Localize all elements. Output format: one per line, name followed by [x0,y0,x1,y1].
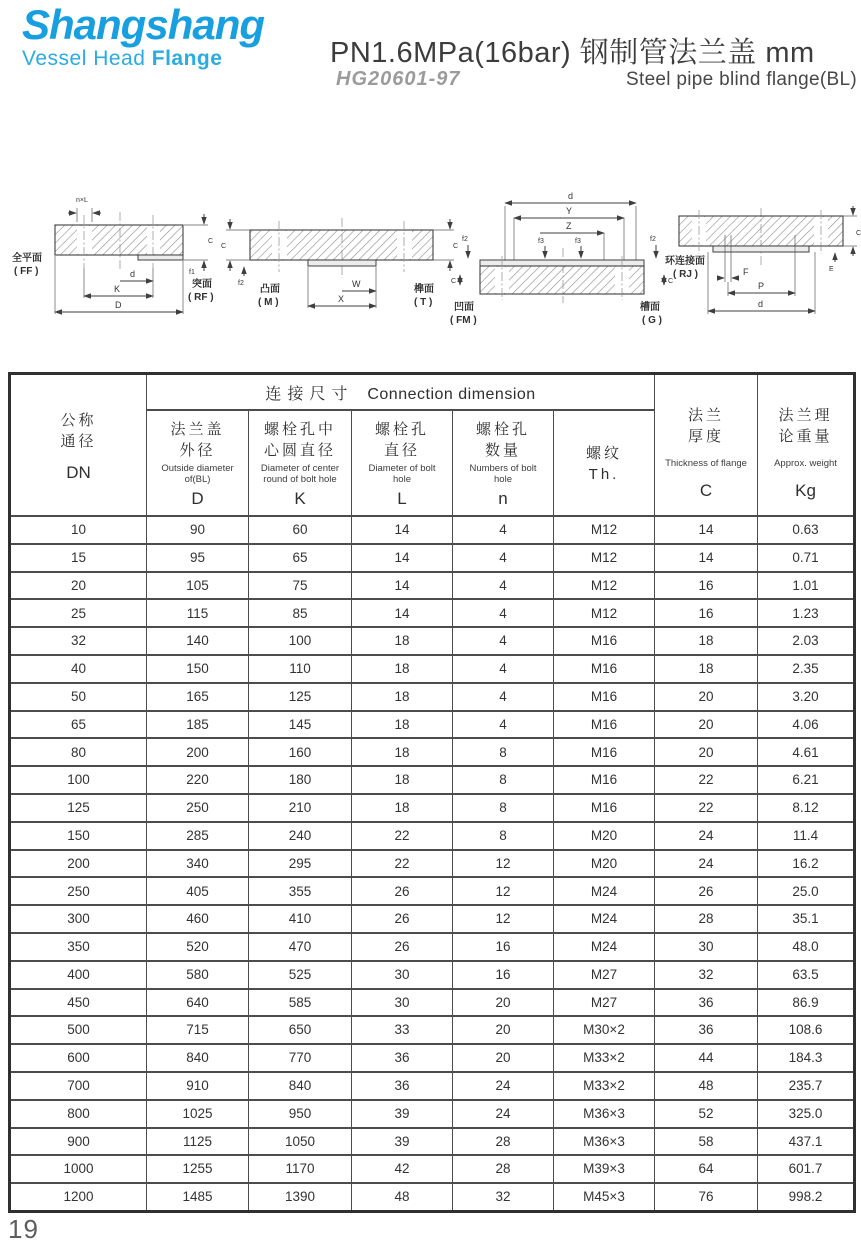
table-cell: M12 [554,572,655,600]
face-label-rj: 环连接面 [665,256,705,267]
table-cell: 50 [10,683,147,711]
table-cell: 1050 [249,1128,352,1156]
table-cell: 18 [352,738,453,766]
table-cell: M45×3 [554,1183,655,1211]
table-cell: 20 [453,1016,554,1044]
table-cell: 8.12 [758,794,855,822]
table-cell: 1255 [147,1155,249,1183]
dim-f: F [743,267,749,277]
page-title: PN1.6MPa(16bar) 钢制管法兰盖 mm [330,37,815,69]
table-cell: 410 [249,905,352,933]
table-cell: M33×2 [554,1044,655,1072]
table-cell: 30 [352,989,453,1017]
page-subtitle-en: Steel pipe blind flange(BL) [626,69,857,90]
table-cell: 105 [147,572,249,600]
table-cell: 90 [147,516,249,544]
table-cell: 32 [453,1183,554,1211]
table-cell: 4 [453,683,554,711]
face-label-rf: 突面 [192,279,212,290]
table-row [10,794,855,822]
table-cell: 86.9 [758,989,855,1017]
flange-spec-table [8,372,856,1213]
brand-name: Shangshang [22,1,265,48]
table-cell: 405 [147,877,249,905]
table-cell: 350 [10,933,147,961]
table-cell: 26 [655,877,758,905]
table-cell: 200 [10,850,147,878]
table-cell: 60 [249,516,352,544]
table-cell: 65 [249,544,352,572]
table-cell: 20 [655,711,758,739]
table-cell: 295 [249,850,352,878]
table-cell: M27 [554,989,655,1017]
table-cell: 48 [352,1183,453,1211]
table-cell: 28 [453,1128,554,1156]
dim-p: P [758,281,765,291]
table-cell: 1.01 [758,572,855,600]
dim-d: d [130,269,136,279]
table-cell: 140 [147,627,249,655]
table-cell: 200 [147,738,249,766]
table-cell: 48.0 [758,933,855,961]
dim-f2-right: f2 [650,236,656,243]
table-cell: 600 [10,1044,147,1072]
table-cell: 20 [655,738,758,766]
table-cell: 770 [249,1044,352,1072]
flange-diagram-fm-g [448,188,676,328]
svg-text:( FM ): ( FM ) [450,315,477,326]
table-cell: 4 [453,516,554,544]
flange-diagram-ff-rf [8,188,230,328]
table-cell: 460 [147,905,249,933]
table-cell: 24 [655,850,758,878]
table-cell: M20 [554,850,655,878]
face-label-m: 凸面 [260,284,280,295]
table-row [10,961,855,989]
table-cell: 500 [10,1016,147,1044]
brand-tagline: Vessel Head Flange [22,47,223,70]
table-cell: M16 [554,794,655,822]
table-row [10,1155,855,1183]
dim-c: C [856,230,861,237]
svg-text:( T ): ( T ) [414,297,433,308]
dim-z: Z [566,221,572,231]
table-cell: 28 [453,1155,554,1183]
dim-nxl: n×L [76,197,88,204]
table-row [10,1072,855,1100]
table-cell: 12 [453,905,554,933]
table-cell: 63.5 [758,961,855,989]
flange-diagram-m-t [218,188,460,328]
table-cell: 4 [453,544,554,572]
table-cell: 355 [249,877,352,905]
table-cell: 22 [352,822,453,850]
dim-f1: f1 [189,269,195,276]
column-header-dn: 公称 通径 DN [10,374,147,517]
table-cell: 1.23 [758,599,855,627]
table-cell: 1485 [147,1183,249,1211]
table-cell: 580 [147,961,249,989]
table-row [10,1016,855,1044]
table-cell: 18 [352,711,453,739]
face-label-g: 槽面 [640,302,660,313]
table-cell: 100 [10,766,147,794]
table-cell: 36 [655,1016,758,1044]
table-row [10,516,855,544]
table-row [10,822,855,850]
table-cell: 950 [249,1100,352,1128]
table-cell: 1170 [249,1155,352,1183]
dim-d: d [568,191,574,201]
table-cell: 24 [453,1072,554,1100]
dim-y: Y [566,206,573,216]
table-row [10,766,855,794]
table-cell: 700 [10,1072,147,1100]
column-header-k: 螺栓孔中 心圆直径 Diameter of center round of bolt hole K [249,410,352,516]
table-cell: M16 [554,766,655,794]
table-cell: 145 [249,711,352,739]
dim-f3-b: f3 [575,238,581,245]
table-cell: 650 [249,1016,352,1044]
flange-face-diagrams [0,188,861,333]
table-cell: M24 [554,933,655,961]
table-cell: 110 [249,655,352,683]
table-cell: 4.61 [758,738,855,766]
table-cell: 25 [10,599,147,627]
table-cell: M24 [554,905,655,933]
table-cell: 18 [655,655,758,683]
table-cell: M36×3 [554,1100,655,1128]
table-cell: 184.3 [758,1044,855,1072]
table-cell: M12 [554,516,655,544]
table-cell: 14 [655,516,758,544]
table-cell: 20 [453,1044,554,1072]
table-cell: 18 [655,627,758,655]
table-cell: 4 [453,655,554,683]
dim-f3-a: f3 [538,238,544,245]
dim-c: C [208,238,214,245]
group-header-connection-dimension: 连接尺寸 Connection dimension [147,374,655,411]
table-cell: 1025 [147,1100,249,1128]
table-cell: 4 [453,599,554,627]
table-cell: 12 [453,850,554,878]
table-cell: 36 [352,1044,453,1072]
table-cell: 14 [352,572,453,600]
table-row [10,989,855,1017]
table-cell: 8 [453,766,554,794]
table-cell: 470 [249,933,352,961]
table-cell: 180 [249,766,352,794]
table-cell: 4 [453,711,554,739]
table-cell: 80 [10,738,147,766]
table-cell: 14 [352,516,453,544]
table-cell: M36×3 [554,1128,655,1156]
face-label-t: 榫面 [414,284,434,295]
table-cell: 18 [352,655,453,683]
table-cell: 16.2 [758,850,855,878]
table-cell: 520 [147,933,249,961]
table-cell: 14 [352,544,453,572]
table-cell: 108.6 [758,1016,855,1044]
table-cell: M27 [554,961,655,989]
table-cell: 76 [655,1183,758,1211]
table-cell: 42 [352,1155,453,1183]
table-cell: 44 [655,1044,758,1072]
table-row [10,1183,855,1211]
dim-d: d [758,299,764,309]
dim-dd: D [115,300,122,310]
column-header-c: 法兰 厚度 Thickness of flange C [655,374,758,517]
table-cell: M16 [554,683,655,711]
table-cell: 30 [655,933,758,961]
table-cell: 840 [249,1072,352,1100]
page-header [0,0,861,130]
table-cell: 0.71 [758,544,855,572]
table-cell: 1390 [249,1183,352,1211]
table-cell: 4.06 [758,711,855,739]
table-cell: M12 [554,599,655,627]
table-cell: 240 [249,822,352,850]
table-cell: 8 [453,822,554,850]
table-cell: 16 [453,961,554,989]
table-cell: 20 [10,572,147,600]
table-cell: 30 [352,961,453,989]
table-cell: 115 [147,599,249,627]
table-cell: 0.63 [758,516,855,544]
table-cell: 22 [352,850,453,878]
table-cell: 32 [655,961,758,989]
table-row [10,1044,855,1072]
table-cell: 20 [655,683,758,711]
table-row [10,850,855,878]
table-cell: 210 [249,794,352,822]
table-cell: 11.4 [758,822,855,850]
standard-number: HG20601-97 [336,68,461,90]
table-cell: 525 [249,961,352,989]
dim-f2: f2 [238,280,244,287]
column-header-n: 螺栓孔 数量 Numbers of bolt hole n [453,410,554,516]
table-cell: 20 [453,989,554,1017]
table-row [10,711,855,739]
table-row [10,877,855,905]
table-cell: 35.1 [758,905,855,933]
flange-diagram-rj [665,188,861,328]
table-cell: 36 [352,1072,453,1100]
table-cell: 14 [655,544,758,572]
table-cell: 8 [453,738,554,766]
table-cell: 100 [249,627,352,655]
table-cell: 33 [352,1016,453,1044]
table-row [10,683,855,711]
dim-c-left: C [451,278,457,285]
table-cell: 6.21 [758,766,855,794]
table-cell: 715 [147,1016,249,1044]
table-cell: 150 [10,822,147,850]
dim-f2-left: f2 [462,236,468,243]
table-cell: 52 [655,1100,758,1128]
table-cell: 3.20 [758,683,855,711]
dim-c-left: C [221,243,227,250]
table-cell: 36 [655,989,758,1017]
table-cell: 800 [10,1100,147,1128]
table-row [10,572,855,600]
table-cell: 840 [147,1044,249,1072]
dim-c-right: C [668,278,674,285]
table-row [10,627,855,655]
table-row [10,1100,855,1128]
table-cell: 1125 [147,1128,249,1156]
table-cell: 1000 [10,1155,147,1183]
column-header-d: 法兰盖 外径 Outside diameter of(BL) D [147,410,249,516]
table-cell: 998.2 [758,1183,855,1211]
column-header-th: 螺纹 Th. [554,410,655,516]
table-body [10,516,855,1211]
table-cell: 18 [352,766,453,794]
table-cell: 300 [10,905,147,933]
table-cell: 10 [10,516,147,544]
svg-text:( RF ): ( RF ) [188,292,214,303]
table-cell: 24 [655,822,758,850]
table-cell: 22 [655,766,758,794]
table-cell: 2.03 [758,627,855,655]
table-row [10,1128,855,1156]
column-header-kg: 法兰理 论重量 Approx. weight Kg [758,374,855,517]
table-cell: 16 [453,933,554,961]
dim-c-right: C [453,243,459,250]
table-row [10,599,855,627]
table-cell: 185 [147,711,249,739]
table-cell: 40 [10,655,147,683]
table-cell: 340 [147,850,249,878]
table-cell: 125 [249,683,352,711]
table-cell: 18 [352,683,453,711]
table-row [10,738,855,766]
table-cell: 235.7 [758,1072,855,1100]
table-cell: M30×2 [554,1016,655,1044]
table-cell: 4 [453,627,554,655]
svg-text:( FF ): ( FF ) [14,266,39,277]
table-cell: 26 [352,933,453,961]
table-cell: 2.35 [758,655,855,683]
table-cell: 16 [655,572,758,600]
table-cell: 640 [147,989,249,1017]
table-cell: 39 [352,1128,453,1156]
dim-e: E [829,266,834,273]
table-cell: 39 [352,1100,453,1128]
table-cell: M16 [554,711,655,739]
dim-x: X [338,294,345,304]
table-cell: 95 [147,544,249,572]
table-cell: M16 [554,738,655,766]
table-cell: 1200 [10,1183,147,1211]
page-number: 19 [8,1214,39,1244]
face-label-ff: 全平面 [12,253,42,264]
column-header-l: 螺栓孔 直径 Diameter of bolt hole L [352,410,453,516]
table-cell: M16 [554,627,655,655]
table-cell: 32 [10,627,147,655]
table-cell: 25.0 [758,877,855,905]
table-cell: 220 [147,766,249,794]
table-cell: M16 [554,655,655,683]
table-cell: M39×3 [554,1155,655,1183]
table-cell: 58 [655,1128,758,1156]
table-cell: M33×2 [554,1072,655,1100]
table-cell: 910 [147,1072,249,1100]
dim-k: K [114,284,121,294]
table-cell: 4 [453,572,554,600]
table-cell: 160 [249,738,352,766]
table-row [10,655,855,683]
table-cell: 12 [453,877,554,905]
table-row [10,544,855,572]
table-cell: 8 [453,794,554,822]
table-cell: 125 [10,794,147,822]
table-cell: M12 [554,544,655,572]
table-cell: 585 [249,989,352,1017]
table-cell: 75 [249,572,352,600]
table-cell: 15 [10,544,147,572]
face-label-fm: 凹面 [454,302,474,313]
table-cell: 18 [352,627,453,655]
table-cell: M24 [554,877,655,905]
company-logo [22,1,265,71]
svg-text:( M ): ( M ) [258,297,279,308]
table-cell: 85 [249,599,352,627]
table-cell: 900 [10,1128,147,1156]
table-cell: 450 [10,989,147,1017]
table-cell: 325.0 [758,1100,855,1128]
table-cell: 26 [352,877,453,905]
table-cell: M20 [554,822,655,850]
table-cell: 65 [10,711,147,739]
table-cell: 24 [453,1100,554,1128]
table-cell: 285 [147,822,249,850]
table-cell: 28 [655,905,758,933]
table-cell: 22 [655,794,758,822]
svg-text:( G ): ( G ) [642,315,662,326]
table-cell: 14 [352,599,453,627]
table-cell: 150 [147,655,249,683]
table-row [10,905,855,933]
table-cell: 400 [10,961,147,989]
table-cell: 601.7 [758,1155,855,1183]
table-cell: 250 [10,877,147,905]
table-row [10,933,855,961]
table-cell: 165 [147,683,249,711]
table-cell: 64 [655,1155,758,1183]
table-cell: 18 [352,794,453,822]
table-cell: 16 [655,599,758,627]
table-cell: 250 [147,794,249,822]
dim-w: W [352,279,361,289]
svg-text:( RJ ): ( RJ ) [673,269,698,280]
table-cell: 48 [655,1072,758,1100]
table-cell: 26 [352,905,453,933]
table-cell: 437.1 [758,1128,855,1156]
